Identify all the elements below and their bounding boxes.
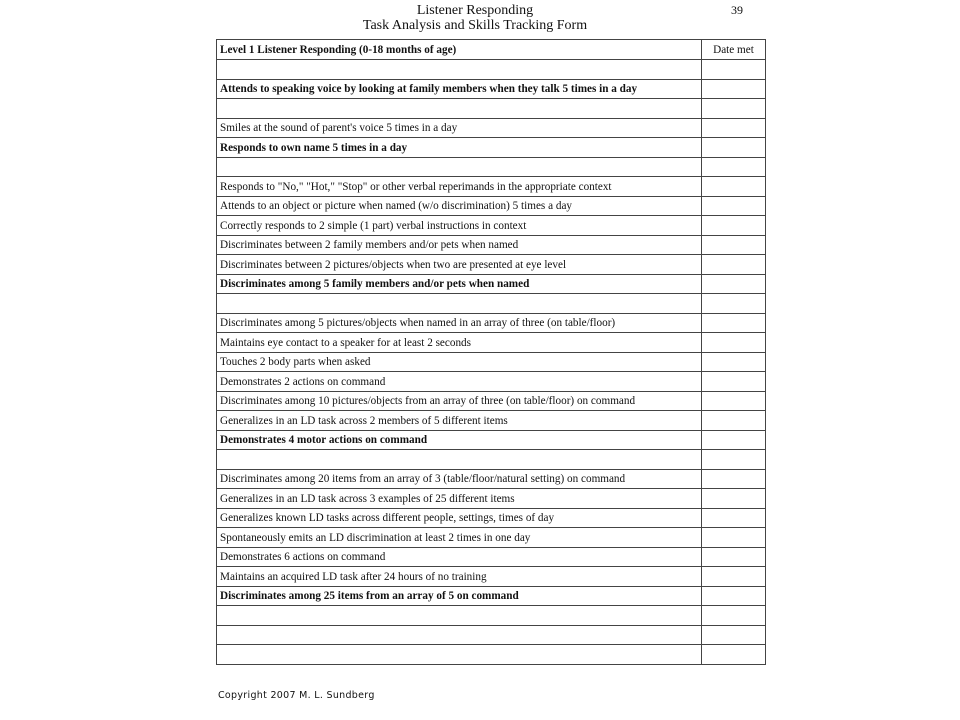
date-met-cell[interactable]	[702, 138, 766, 158]
date-met-cell[interactable]	[702, 508, 766, 528]
date-met-cell[interactable]	[702, 216, 766, 236]
table-row	[217, 157, 766, 177]
skill-cell: Discriminates among 20 items from an array of 3 (table/floor/natural setting) on command	[217, 469, 702, 489]
table-row	[217, 430, 766, 450]
skill-cell	[217, 60, 702, 80]
date-met-cell[interactable]	[702, 411, 766, 431]
skill-cell: Demonstrates 2 actions on command	[217, 372, 702, 392]
skill-cell: Maintains an acquired LD task after 24 hours of no training	[217, 567, 702, 587]
table-row	[217, 138, 766, 158]
date-met-cell[interactable]	[702, 547, 766, 567]
skill-cell: Responds to own name 5 times in a day	[217, 138, 702, 158]
date-met-cell[interactable]	[702, 567, 766, 587]
date-met-cell[interactable]	[702, 177, 766, 197]
table-row	[217, 60, 766, 80]
date-met-cell[interactable]	[702, 196, 766, 216]
skill-cell: Generalizes known LD tasks across different people, settings, times of day	[217, 508, 702, 528]
table-row	[217, 489, 766, 509]
skill-cell: Discriminates among 25 items from an array of 5 on command	[217, 586, 702, 606]
date-met-cell[interactable]	[702, 294, 766, 314]
table-row	[217, 79, 766, 99]
date-met-cell[interactable]	[702, 313, 766, 333]
date-met-cell[interactable]	[702, 606, 766, 626]
skill-cell: Discriminates among 10 pictures/objects from an array of three (on table/floor) on command	[217, 391, 702, 411]
table-row	[217, 372, 766, 392]
table-row	[217, 567, 766, 587]
table-row	[217, 313, 766, 333]
skill-cell: Demonstrates 4 motor actions on command	[217, 430, 702, 450]
skill-cell: Generalizes in an LD task across 2 members of 5 different items	[217, 411, 702, 431]
skill-cell	[217, 645, 702, 665]
skill-cell	[217, 294, 702, 314]
skill-cell: Touches 2 body parts when asked	[217, 352, 702, 372]
title-line-1: Listener Responding	[416, 3, 534, 18]
table-row	[217, 352, 766, 372]
table-row	[217, 606, 766, 626]
level-header: Level 1 Listener Responding (0-18 months of age)	[217, 40, 702, 60]
date-met-cell[interactable]	[702, 333, 766, 353]
skill-cell: Discriminates between 2 pictures/objects when two are presented at eye level	[217, 255, 702, 275]
title-line-2: Task Analysis and Skills Tracking Form	[362, 18, 588, 33]
date-met-cell[interactable]	[702, 60, 766, 80]
table-row	[217, 99, 766, 119]
skill-cell	[217, 625, 702, 645]
skill-cell: Demonstrates 6 actions on command	[217, 547, 702, 567]
date-met-cell[interactable]	[702, 352, 766, 372]
table-row	[217, 294, 766, 314]
date-met-cell[interactable]	[702, 157, 766, 177]
table-row	[217, 469, 766, 489]
skill-cell: Generalizes in an LD task across 3 examples of 25 different items	[217, 489, 702, 509]
skill-cell	[217, 450, 702, 470]
date-met-cell[interactable]	[702, 489, 766, 509]
copyright-footer: Copyright 2007 M. L. Sundberg	[218, 690, 375, 701]
table-row	[217, 450, 766, 470]
date-met-cell[interactable]	[702, 586, 766, 606]
skill-cell: Attends to speaking voice by looking at family members when they talk 5 times in a day	[217, 79, 702, 99]
table-row	[217, 547, 766, 567]
date-met-cell[interactable]	[702, 645, 766, 665]
skill-cell: Spontaneously emits an LD discrimination at least 2 times in one day	[217, 528, 702, 548]
table-row	[217, 586, 766, 606]
table-row	[217, 216, 766, 236]
skill-cell: Discriminates among 5 pictures/objects when named in an array of three (on table/floor)	[217, 313, 702, 333]
date-met-cell[interactable]	[702, 255, 766, 275]
date-met-cell[interactable]	[702, 372, 766, 392]
date-met-cell[interactable]	[702, 274, 766, 294]
skill-cell: Correctly responds to 2 simple (1 part) verbal instructions in context	[217, 216, 702, 236]
skill-cell: Discriminates among 5 family members and/or pets when named	[217, 274, 702, 294]
table-row	[217, 391, 766, 411]
skill-cell	[217, 99, 702, 119]
date-met-cell[interactable]	[702, 391, 766, 411]
skill-cell: Responds to "No," "Hot," "Stop" or other verbal reperimands in the appropriate context	[217, 177, 702, 197]
table-row	[217, 411, 766, 431]
skill-cell: Smiles at the sound of parent's voice 5 times in a day	[217, 118, 702, 138]
table-row	[217, 196, 766, 216]
skill-cell: Maintains eye contact to a speaker for at least 2 seconds	[217, 333, 702, 353]
table-row	[217, 274, 766, 294]
date-met-header: Date met	[702, 40, 766, 60]
page-number: 39	[731, 3, 743, 17]
skill-cell: Attends to an object or picture when named (w/o discrimination) 5 times a day	[217, 196, 702, 216]
table-row	[217, 333, 766, 353]
table-row	[217, 528, 766, 548]
table-row	[217, 625, 766, 645]
table-header-row	[217, 40, 766, 60]
date-met-cell[interactable]	[702, 450, 766, 470]
table-row	[217, 508, 766, 528]
form-title	[0, 3, 960, 33]
date-met-cell[interactable]	[702, 430, 766, 450]
table-row	[217, 235, 766, 255]
skill-cell	[217, 606, 702, 626]
table-row	[217, 645, 766, 665]
date-met-cell[interactable]	[702, 118, 766, 138]
date-met-cell[interactable]	[702, 625, 766, 645]
table-row	[217, 177, 766, 197]
table-row	[217, 255, 766, 275]
date-met-cell[interactable]	[702, 469, 766, 489]
skill-cell	[217, 157, 702, 177]
date-met-cell[interactable]	[702, 79, 766, 99]
date-met-cell[interactable]	[702, 528, 766, 548]
date-met-cell[interactable]	[702, 235, 766, 255]
date-met-cell[interactable]	[702, 99, 766, 119]
table-row	[217, 118, 766, 138]
skill-cell: Discriminates between 2 family members and/or pets when named	[217, 235, 702, 255]
skills-tracking-table	[216, 39, 766, 665]
